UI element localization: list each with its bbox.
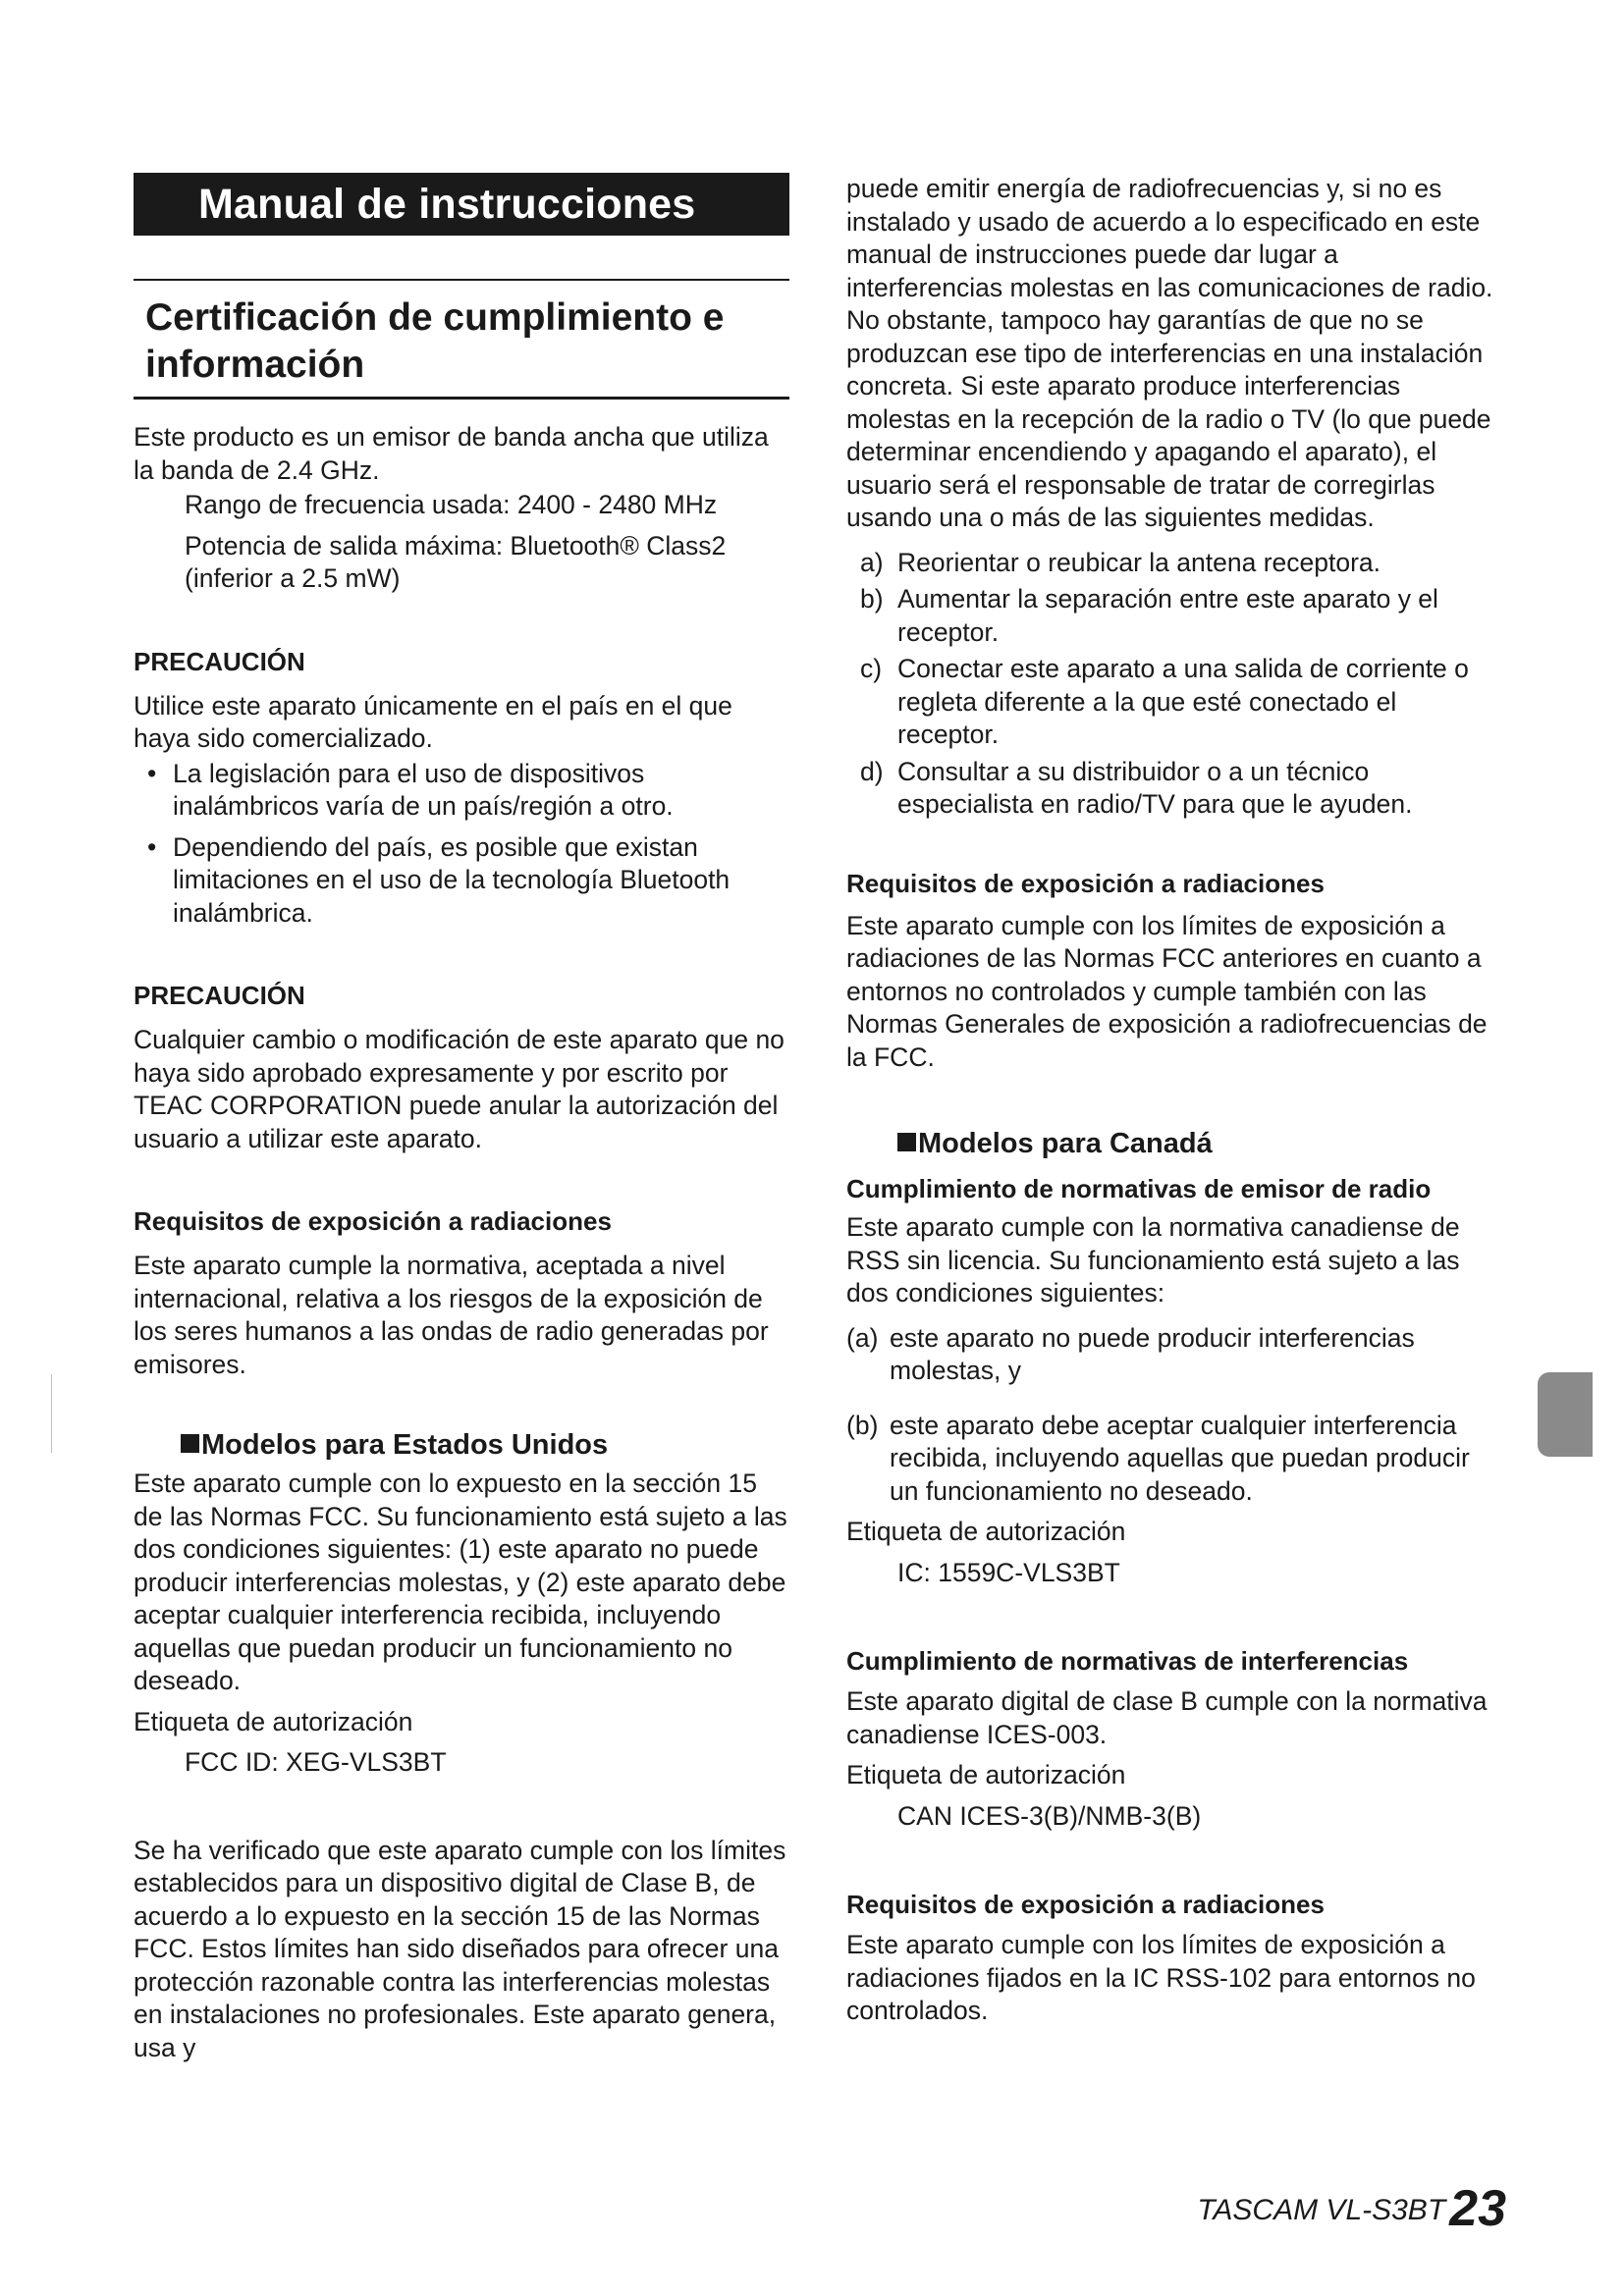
fcc-id: FCC ID: XEG-VLS3BT: [185, 1747, 447, 1777]
canada-label-title: Etiqueta de autorización: [846, 1517, 1126, 1546]
section-square-icon: [897, 1133, 916, 1151]
title-rule-bottom: [134, 397, 789, 400]
measure-mark: a): [860, 547, 884, 577]
condition-mark: (b): [846, 1410, 879, 1440]
condition-text: este aparato no puede producir interferencias molestas, y: [890, 1322, 1415, 1385]
canada-interference-heading: Cumplimiento de normativas de interferencias: [846, 1646, 1409, 1676]
output-power: Potencia de salida máxima: Bluetooth® Class2 (inferior a 2.5 mW): [185, 530, 727, 593]
condition-item: [846, 1322, 1494, 1388]
measure-mark: c): [860, 654, 883, 683]
intro-text: Este producto es un emisor de banda ancha que utiliza la banda de 2.4 GHz.: [134, 422, 769, 485]
right-column: [846, 173, 1494, 2028]
page-footer: [1197, 2179, 1506, 2238]
ices-label: CAN ICES-3(B)/NMB-3(B): [897, 1800, 1202, 1831]
measure-item: [846, 756, 1494, 822]
condition-item: [846, 1410, 1494, 1509]
frequency-range: Rango de frecuencia usada: 2400 - 2480 MHz: [185, 490, 718, 519]
left-column: [134, 173, 789, 2064]
canada-radio-text: Este aparato cumple con la normativa canadiense de RSS sin licencia. Su funcionamiento está sujeto a las dos condiciones siguientes:: [846, 1212, 1460, 1308]
ic-id: IC: 1559C-VLS3BT: [897, 1557, 1120, 1587]
canada-label-title-2: Etiqueta de autorización: [846, 1760, 1126, 1789]
canada-exposure-heading: Requisitos de exposición a radiaciones: [846, 1890, 1325, 1919]
caution-bullet-2: • Dependiendo del país, es posible que existan limitaciones en el uso de la tecnología Bluetooth inalámbrica.: [134, 831, 789, 931]
caution-text-1: Utilice este aparato únicamente en el país en el que haya sido comercializado.: [134, 690, 732, 753]
canada-models-heading-text: Modelos para Canadá: [918, 1128, 1213, 1159]
measure-mark: d): [860, 756, 884, 786]
us-text-continued: puede emitir energía de radiofrecuencias y, si no es instalado y usado de acuerdo a lo especificado en este manual de instrucciones puede dar lugar a interferencias molestas en las comunicaciones de radio. No obstante, tampoco hay garantías de que no se produzcan ese tipo de interferencias en una instalación concreta. Si este aparato produce interferencias molestas en la recepción de la radio o TV (lo que puede determinar encendiendo y apagando el aparato), el usuario será el responsable de tratar de corregirlas usando una o más de las siguientes medidas.: [846, 174, 1493, 532]
us-text: Este aparato cumple con lo expuesto en la sección 15 de las Normas FCC. Su funcionamiento está sujeto a las dos condiciones siguientes: (1) este aparato no puede producir interferencias molestas, y (2) este aparato debe aceptar cualquier interferencia recibida, incluyendo aquellas que puedan producir un funcionamiento no deseado.: [134, 1468, 787, 1695]
canada-interference-text: Este aparato digital de clase B cumple con la normativa canadiense ICES-003.: [846, 1686, 1488, 1749]
caution-heading-1: PRECAUCIÓN: [134, 646, 305, 676]
canada-conditions: [846, 1322, 1494, 1509]
section-tab-marker: [1538, 1372, 1593, 1457]
us-exposure-heading: Requisitos de exposición a radiaciones: [846, 868, 1325, 898]
canada-radio-heading: Cumplimiento de normativas de emisor de radio: [846, 1174, 1432, 1203]
section-square-icon: [181, 1434, 199, 1453]
class-b-text: Se ha verificado que este aparato cumple con los límites establecidos para un dispositivo digital de Clase B, de acuerdo a lo expuesto en la sección 15 de las Normas FCC. Estos límites han sido diseñados para ofrecer una protección razonable contra las interferencias molestas en instalaciones no profesionales. Este aparato genera, usa y: [134, 1835, 786, 2062]
caution-bullet-1: • La legislación para el uso de dispositivos inalámbricos varía de un país/región a otro.: [134, 758, 789, 824]
caution-text-2: Cualquier cambio o modificación de este aparato que no haya sido aprobado expresamente y por escrito por TEAC CORPORATION puede anular la autorización del usuario a utilizar este aparato.: [134, 1025, 785, 1153]
measure-item: [846, 583, 1494, 649]
us-exposure-text: Este aparato cumple con los límites de exposición a radiaciones de las Normas FCC anteriores en cuanto a entornos no controlados y cumple también con las Normas Generales de exposición a radiofrecuencias de la FCC.: [846, 910, 1488, 1072]
footer-model: TASCAM VL-S3BT: [1197, 2194, 1446, 2226]
measure-item: [846, 547, 1494, 580]
condition-mark: (a): [846, 1322, 879, 1353]
measure-text: Reorientar o reubicar la antena receptora.: [897, 547, 1381, 577]
measure-item: [846, 653, 1494, 752]
measure-mark: b): [860, 584, 884, 614]
caution-heading-2: PRECAUCIÓN: [134, 981, 305, 1010]
page-title: Certificación de cumplimiento e información: [145, 296, 725, 386]
exposure-intl-text: Este aparato cumple la normativa, aceptada a nivel internacional, relativa a los riesgos de la exposición de los seres humanos a las ondas de radio generadas por emisores.: [134, 1251, 769, 1379]
us-models-heading-text: Modelos para Estados Unidos: [201, 1429, 609, 1461]
measure-text: Consultar a su distribuidor o a un técnico especialista en radio/TV para que le ayuden.: [897, 756, 1413, 819]
margin-line: [51, 1374, 52, 1453]
canada-exposure-text: Este aparato cumple con los límites de exposición a radiaciones fijados en la IC RSS-102 para entornos no controlados.: [846, 1930, 1476, 2025]
canada-models-heading: [846, 1125, 1494, 1162]
measures-list: [846, 547, 1494, 822]
caution-bullets: [134, 758, 789, 931]
page-number: 23: [1449, 2180, 1506, 2237]
manual-banner: Manual de instrucciones: [134, 173, 789, 236]
condition-text: este aparato debe aceptar cualquier interferencia recibida, incluyendo aquellas que puedan producir un funcionamiento no deseado.: [890, 1410, 1470, 1506]
us-models-heading: [134, 1426, 789, 1464]
us-label-title: Etiqueta de autorización: [134, 1706, 413, 1736]
exposure-intl-heading: Requisitos de exposición a radiaciones: [134, 1206, 612, 1236]
measure-text: Conectar este aparato a una salida de corriente o regleta diferente a la que esté conectado el receptor.: [897, 654, 1469, 749]
measure-text: Aumentar la separación entre este aparato y el receptor.: [897, 584, 1438, 647]
